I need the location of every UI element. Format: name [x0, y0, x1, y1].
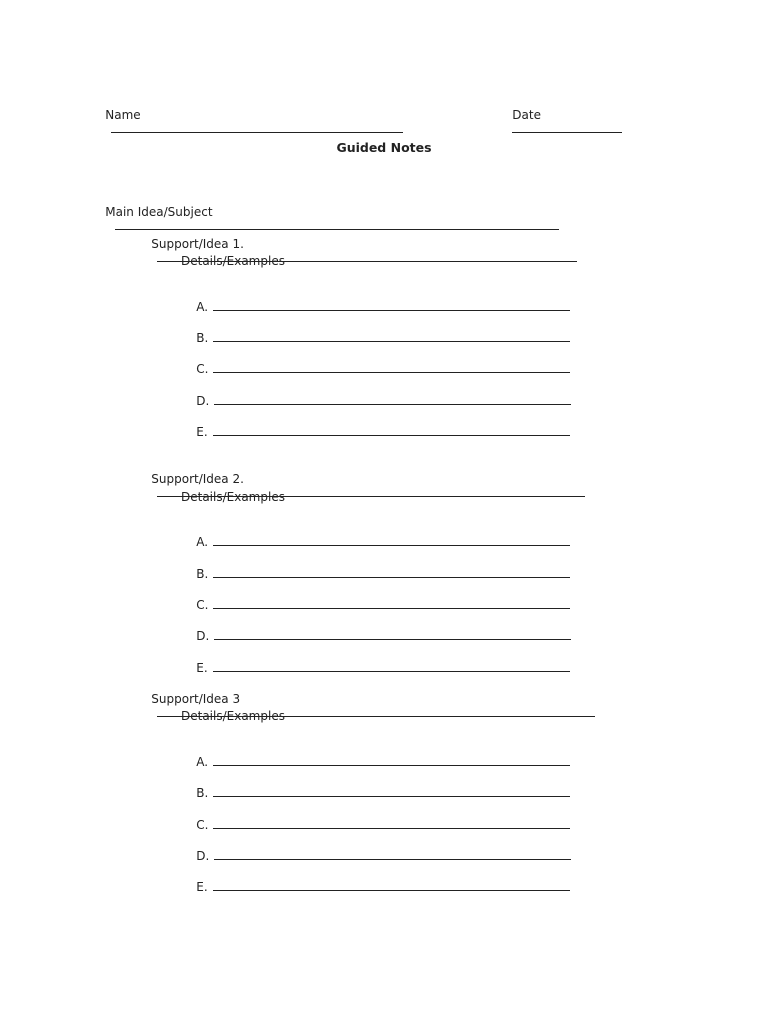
detail-field[interactable] — [213, 598, 570, 609]
detail-row-3e — [181, 866, 570, 908]
page-title: Guided Notes — [336, 140, 432, 155]
detail-letter: B. — [196, 567, 209, 581]
support-label-1: Support/Idea 1. — [151, 237, 244, 251]
detail-field[interactable] — [213, 425, 570, 436]
detail-field[interactable] — [214, 394, 571, 405]
details-label-3: Details/Examples — [181, 709, 285, 723]
date-field[interactable] — [512, 122, 622, 133]
date-label: Date — [512, 108, 541, 122]
details-label-1: Details/Examples — [181, 254, 285, 268]
name-label: Name — [105, 108, 141, 122]
main-idea-label: Main Idea/Subject — [105, 205, 213, 219]
detail-letter: E. — [196, 425, 208, 439]
support-row-2 — [136, 458, 585, 514]
detail-field[interactable] — [214, 849, 571, 860]
name-field[interactable] — [111, 122, 403, 133]
detail-field[interactable] — [213, 331, 570, 342]
detail-letter: A. — [196, 300, 209, 314]
detail-letter: B. — [196, 331, 209, 345]
detail-field[interactable] — [213, 300, 570, 311]
detail-field[interactable] — [213, 661, 570, 672]
support-label-3: Support/Idea 3 — [151, 692, 241, 706]
detail-letter: D. — [196, 629, 210, 643]
detail-letter: E. — [196, 880, 208, 894]
detail-field[interactable] — [213, 755, 570, 766]
detail-letter: E. — [196, 661, 208, 675]
support-label-2: Support/Idea 2. — [151, 472, 244, 486]
detail-field[interactable] — [213, 880, 570, 891]
details-label-2: Details/Examples — [181, 490, 285, 504]
detail-field[interactable] — [214, 629, 571, 640]
detail-letter: D. — [196, 394, 210, 408]
detail-field[interactable] — [213, 818, 570, 829]
detail-letter: C. — [196, 598, 209, 612]
detail-letter: A. — [196, 535, 209, 549]
detail-letter: A. — [196, 755, 209, 769]
detail-letter: C. — [196, 362, 209, 376]
detail-field[interactable] — [213, 567, 570, 578]
detail-letter: D. — [196, 849, 210, 863]
detail-row-1e — [181, 411, 570, 453]
detail-letter: B. — [196, 786, 209, 800]
support-row-3 — [136, 678, 595, 734]
detail-field[interactable] — [213, 786, 570, 797]
detail-letter: C. — [196, 818, 209, 832]
detail-field[interactable] — [213, 362, 570, 373]
support-row-1 — [136, 223, 577, 279]
detail-field[interactable] — [213, 535, 570, 546]
